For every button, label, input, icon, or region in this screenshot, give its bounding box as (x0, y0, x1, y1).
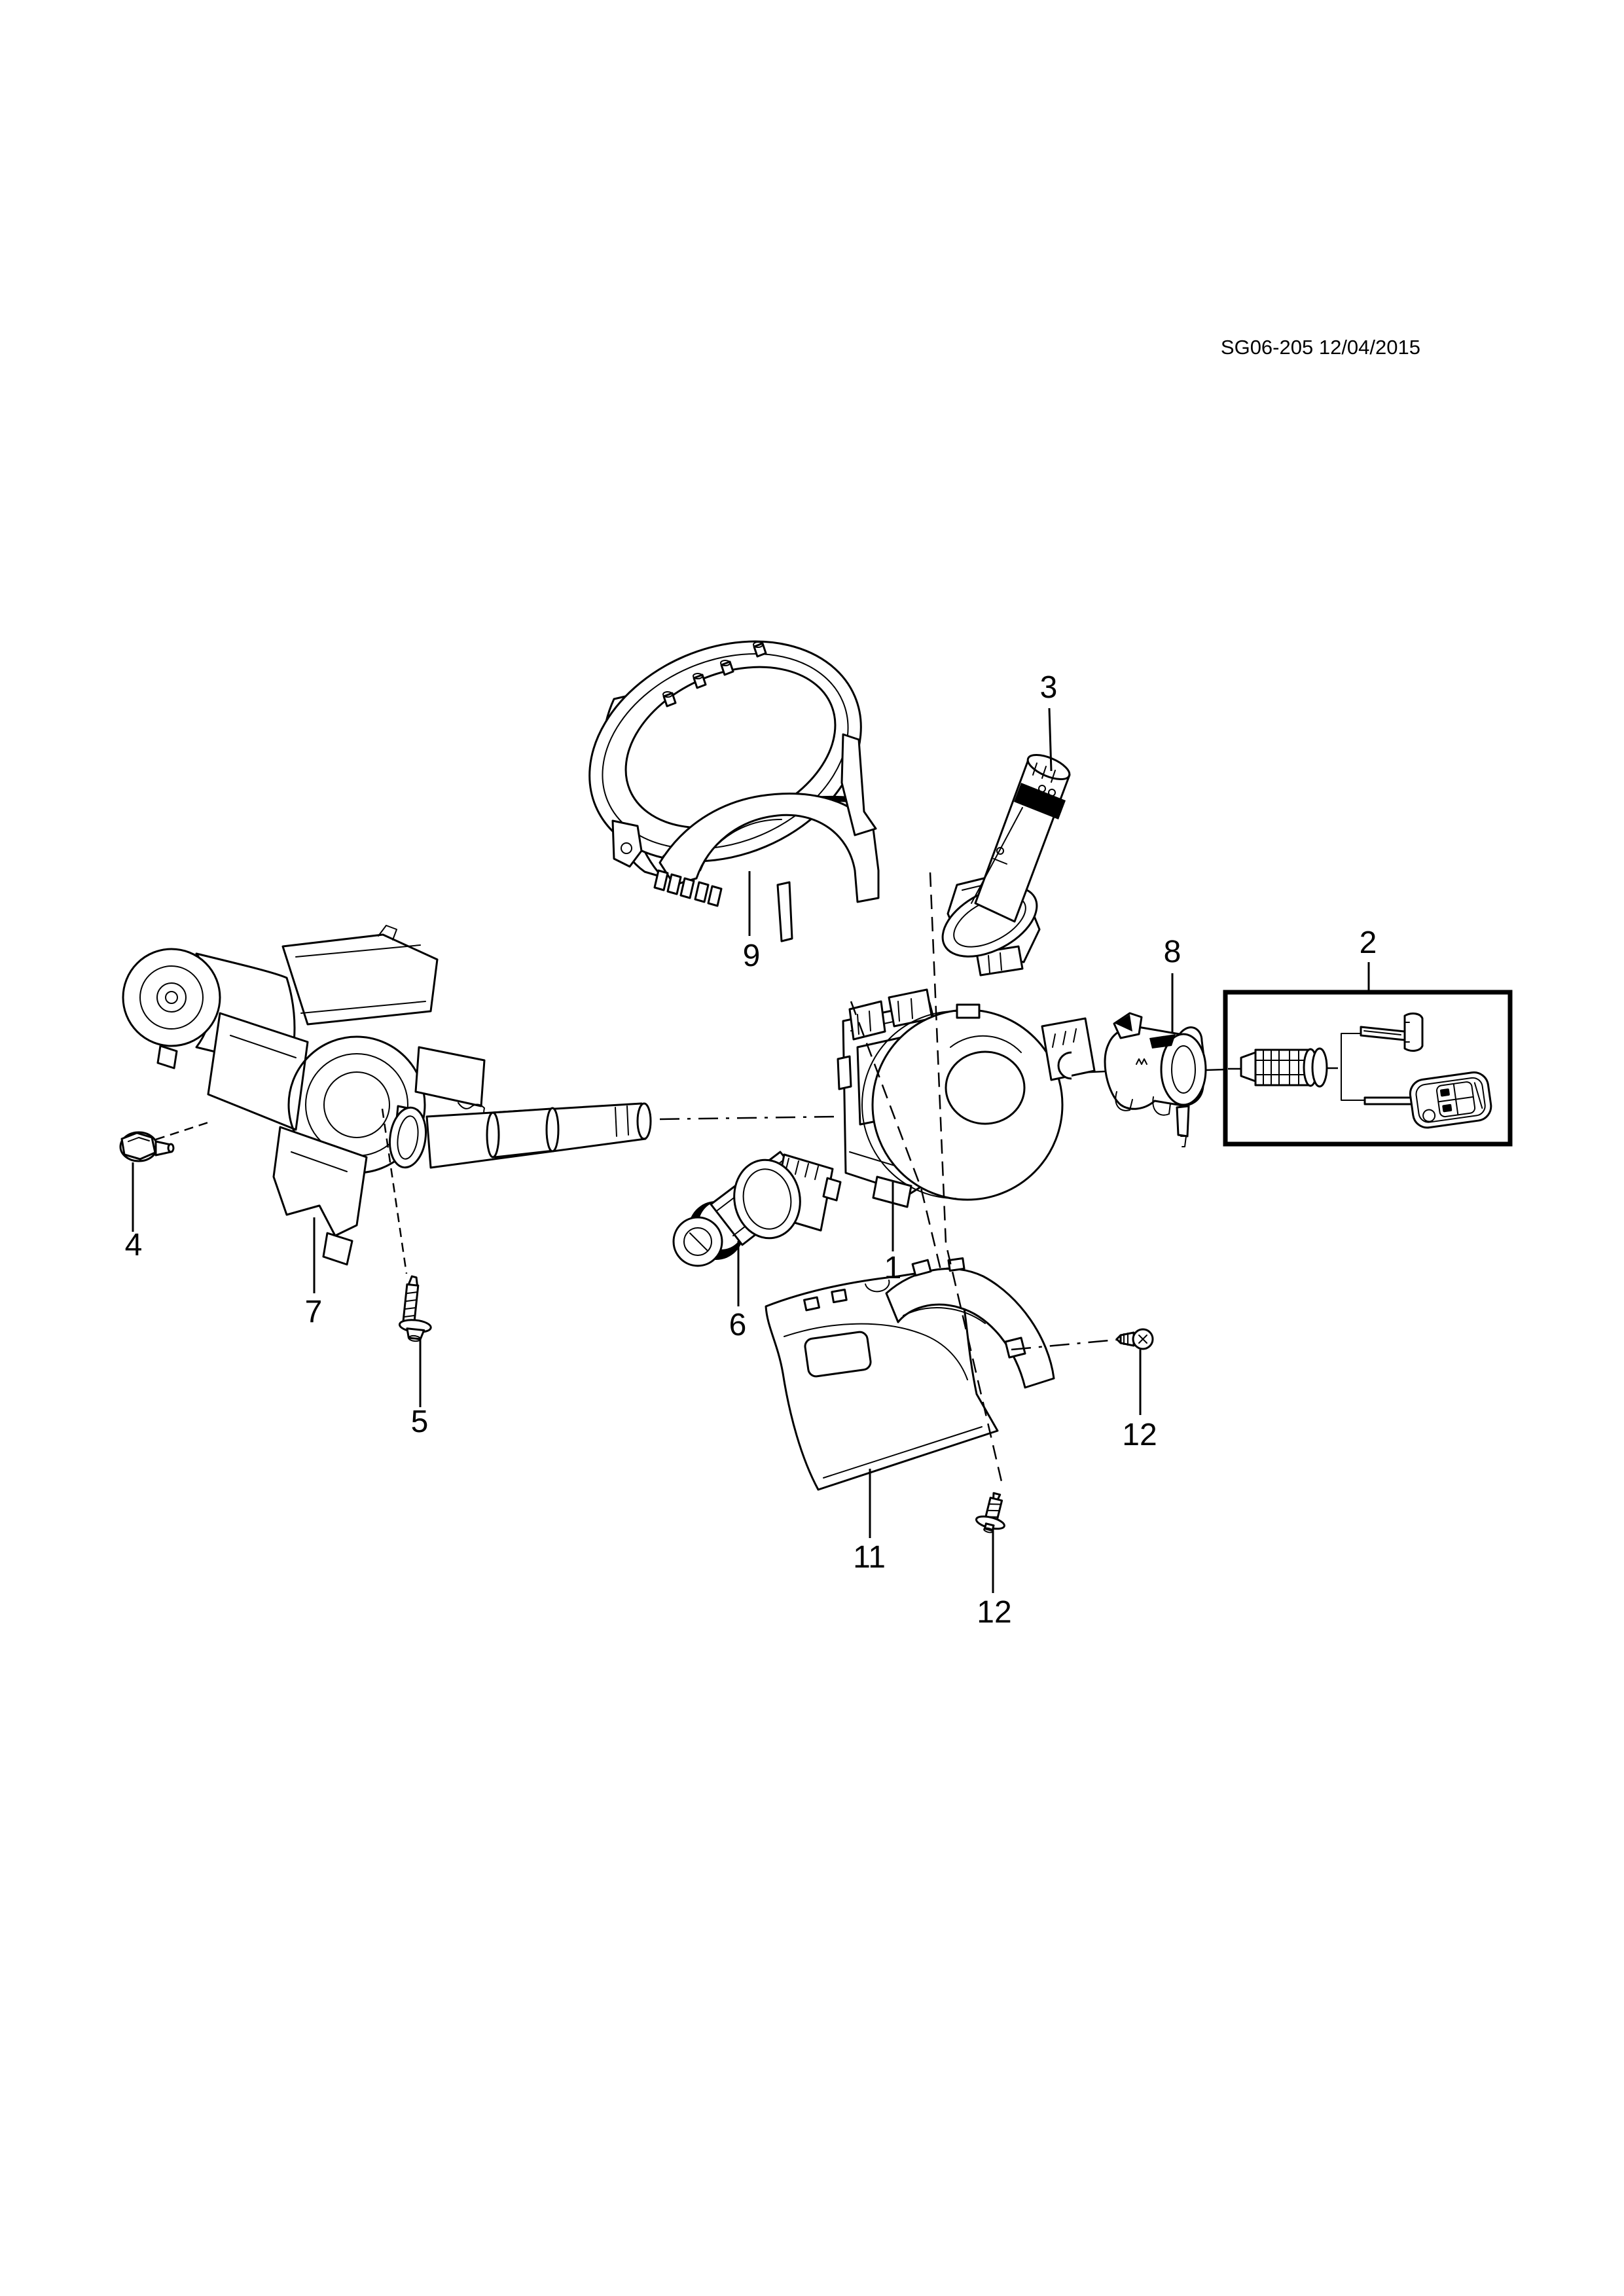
lock-module-housing (1105, 1013, 1206, 1147)
callout-label-12: 12 (977, 1595, 1012, 1630)
doc-code-and-date: SG06-205 12/04/2015 (1220, 336, 1420, 359)
callout-label-5: 5 (410, 1405, 429, 1439)
callout-label-1: 1 (884, 1251, 902, 1285)
kit-bracket-lines (1341, 1033, 1365, 1100)
callout-label-2: 2 (1359, 925, 1377, 960)
column-trim-cover (766, 1259, 1054, 1490)
cover-screw-side (1117, 1329, 1153, 1349)
key-blank (1361, 1014, 1422, 1051)
instrument-cluster-bezel (555, 601, 895, 941)
switch-module-clockspring (838, 990, 1062, 1207)
steering-column-assembly (123, 925, 651, 1265)
callout-label-8: 8 (1163, 935, 1182, 969)
callout-label-9: 9 (742, 939, 761, 973)
wiper-stalk-switch (674, 1152, 840, 1266)
column-screw (398, 1276, 436, 1342)
callout-label-12: 12 (1122, 1418, 1157, 1452)
callout-label-3: 3 (1039, 670, 1058, 705)
lock-cylinder-kit (1225, 992, 1510, 1144)
lock-cylinder (1241, 1049, 1327, 1086)
callout-label-6: 6 (729, 1308, 747, 1342)
turn-signal-stalk-switch (931, 750, 1072, 975)
callout-label-4: 4 (124, 1228, 143, 1263)
callout-label-7: 7 (304, 1295, 323, 1329)
callout-label-11: 11 (853, 1540, 886, 1575)
column-mount-bolt (120, 1132, 173, 1161)
remote-key-fob (1365, 1071, 1493, 1130)
ignition-switch (1042, 1018, 1094, 1080)
